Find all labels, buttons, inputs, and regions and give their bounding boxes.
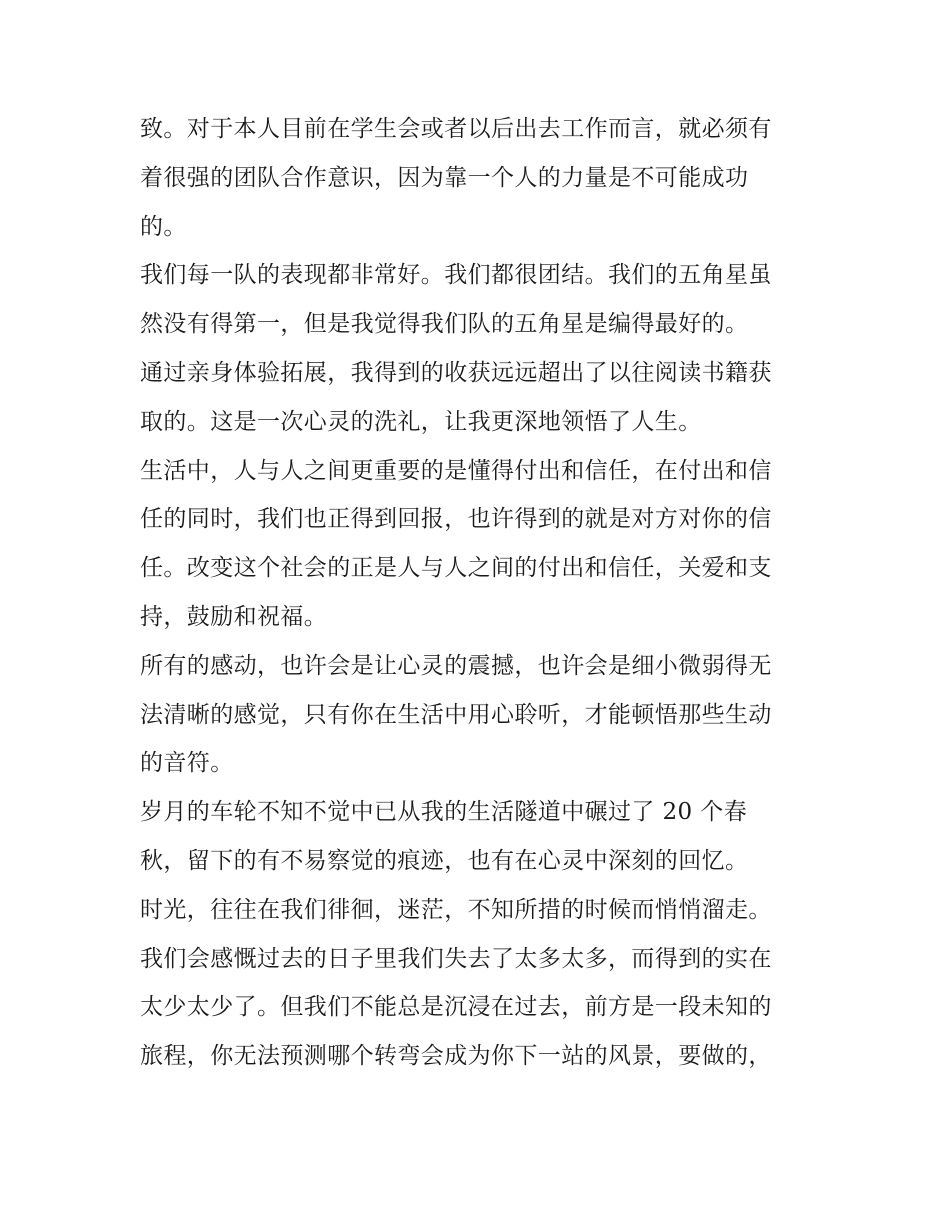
text-line: 的音符。 xyxy=(140,750,234,777)
text-line: 法清晰的感觉，只有你在生活中用心聆听，才能顿悟那些生动 xyxy=(140,701,772,728)
document-body xyxy=(140,105,830,1081)
text-line: 任的同时，我们也正得到回报，也许得到的就是对方对你的信 xyxy=(140,506,772,533)
text-line: 我们会感慨过去的日子里我们失去了太多太多，而得到的实在 xyxy=(140,945,772,972)
text-line: 的。 xyxy=(140,213,187,240)
text-line: 我们每一队的表现都非常好。我们都很团结。我们的五角星虽 xyxy=(140,262,772,289)
text-line: 取的。这是一次心灵的洗礼，让我更深地领悟了人生。 xyxy=(140,408,702,435)
text-line: 生活中，人与人之间更重要的是懂得付出和信任，在付出和信 xyxy=(140,457,772,484)
text-line: 岁月的车轮不知不觉中已从我的生活隧道中碾过了 20 个春 xyxy=(140,799,748,826)
text-line: 旅程，你无法预测哪个转弯会成为你下一站的风景，要做的， xyxy=(140,1043,772,1070)
text-line: 秋，留下的有不易察觉的痕迹，也有在心灵中深刻的回忆。 xyxy=(140,847,749,874)
text-line: 持，鼓励和祝福。 xyxy=(140,603,328,630)
text-line: 太少太少了。但我们不能总是沉浸在过去，前方是一段未知的 xyxy=(140,994,772,1021)
text-line: 着很强的团队合作意识，因为靠一个人的力量是不可能成功 xyxy=(140,164,749,191)
text-line: 时光，往往在我们徘徊，迷茫，不知所措的时候而悄悄溜走。 xyxy=(140,896,772,923)
text-line: 致。对于本人目前在学生会或者以后出去工作而言，就必须有 xyxy=(140,116,772,142)
text-line: 通过亲身体验拓展，我得到的收获远远超出了以往阅读书籍获 xyxy=(140,359,772,386)
text-line: 所有的感动，也许会是让心灵的震撼，也许会是细小微弱得无 xyxy=(140,652,772,679)
text-line: 任。改变这个社会的正是人与人之间的付出和信任，关爱和支 xyxy=(140,555,772,582)
text-line: 然没有得第一，但是我觉得我们队的五角星是编得最好的。 xyxy=(140,311,749,338)
